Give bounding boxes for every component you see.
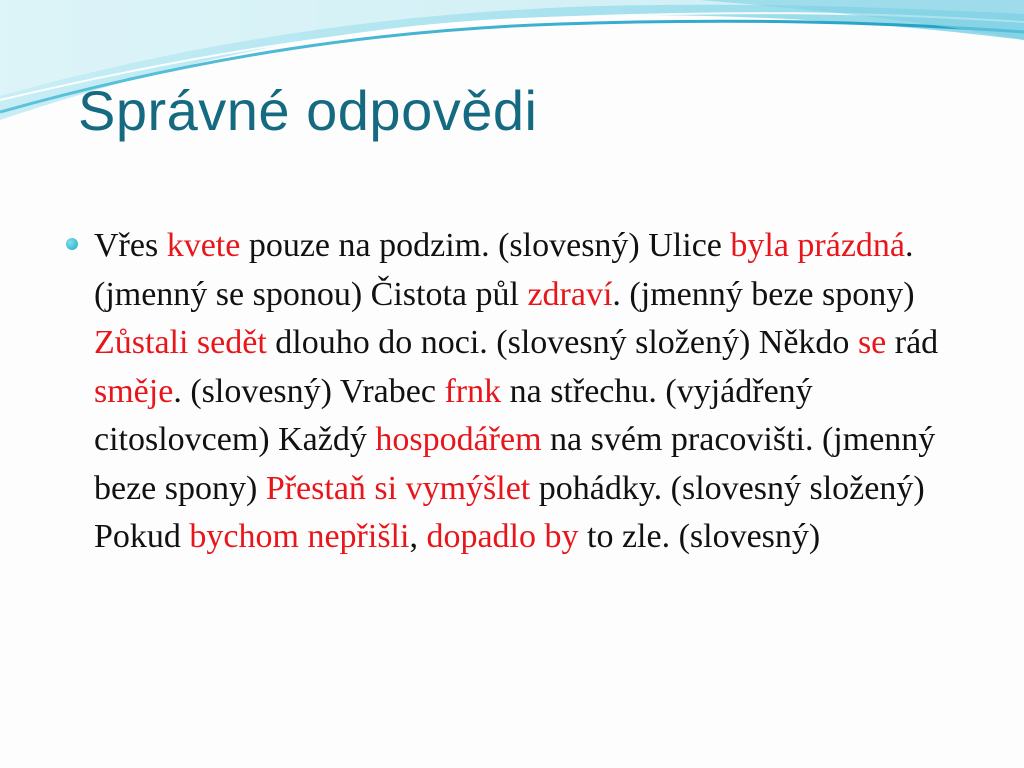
highlighted-predicate: směje	[94, 372, 174, 410]
highlighted-predicate: Zůstali sedět	[94, 324, 267, 361]
text-segment: ,	[409, 518, 427, 555]
text-segment: pohádky. (slovesný složený) Pokud	[94, 469, 925, 555]
text-segment: rád	[886, 324, 939, 361]
text-segment: . (slovesný) Vrabec	[173, 372, 445, 410]
text-segment: dlouho do noci. (slovesný složený) Někdo	[266, 324, 858, 361]
text-segment: . (jmenný se sponou) Čistota půl	[94, 227, 914, 313]
text-segment: na střechu. (vyjádřený citoslovcem) Každý	[94, 372, 813, 458]
highlighted-predicate: byla prázdná	[730, 227, 906, 264]
highlighted-predicate: Přestaň si vymýšlet	[265, 469, 531, 507]
highlighted-predicate: zdraví	[527, 275, 613, 313]
highlighted-predicate: frnk	[444, 372, 502, 410]
text-segment: pouze na podzim. (slovesný) Ulice	[240, 227, 731, 264]
answer-paragraph	[94, 222, 962, 562]
bullet-icon	[66, 238, 78, 250]
highlighted-predicate: se	[857, 324, 887, 361]
text-segment: na svém pracovišti. (jmenný beze spony)	[94, 421, 936, 507]
highlighted-predicate: hospodářem	[375, 421, 542, 458]
highlighted-predicate: kvete	[166, 227, 241, 264]
text-segment: to zle. (slovesný)	[578, 518, 821, 555]
highlighted-predicate: dopadlo by	[426, 518, 579, 555]
text-segment: Vřes	[94, 227, 167, 264]
list-item	[66, 222, 966, 562]
content-list	[66, 222, 966, 562]
highlighted-predicate: bychom nepřišli	[189, 518, 410, 555]
slide-title: Správné odpovědi	[78, 79, 538, 142]
text-segment: . (jmenný beze spony)	[612, 275, 915, 313]
